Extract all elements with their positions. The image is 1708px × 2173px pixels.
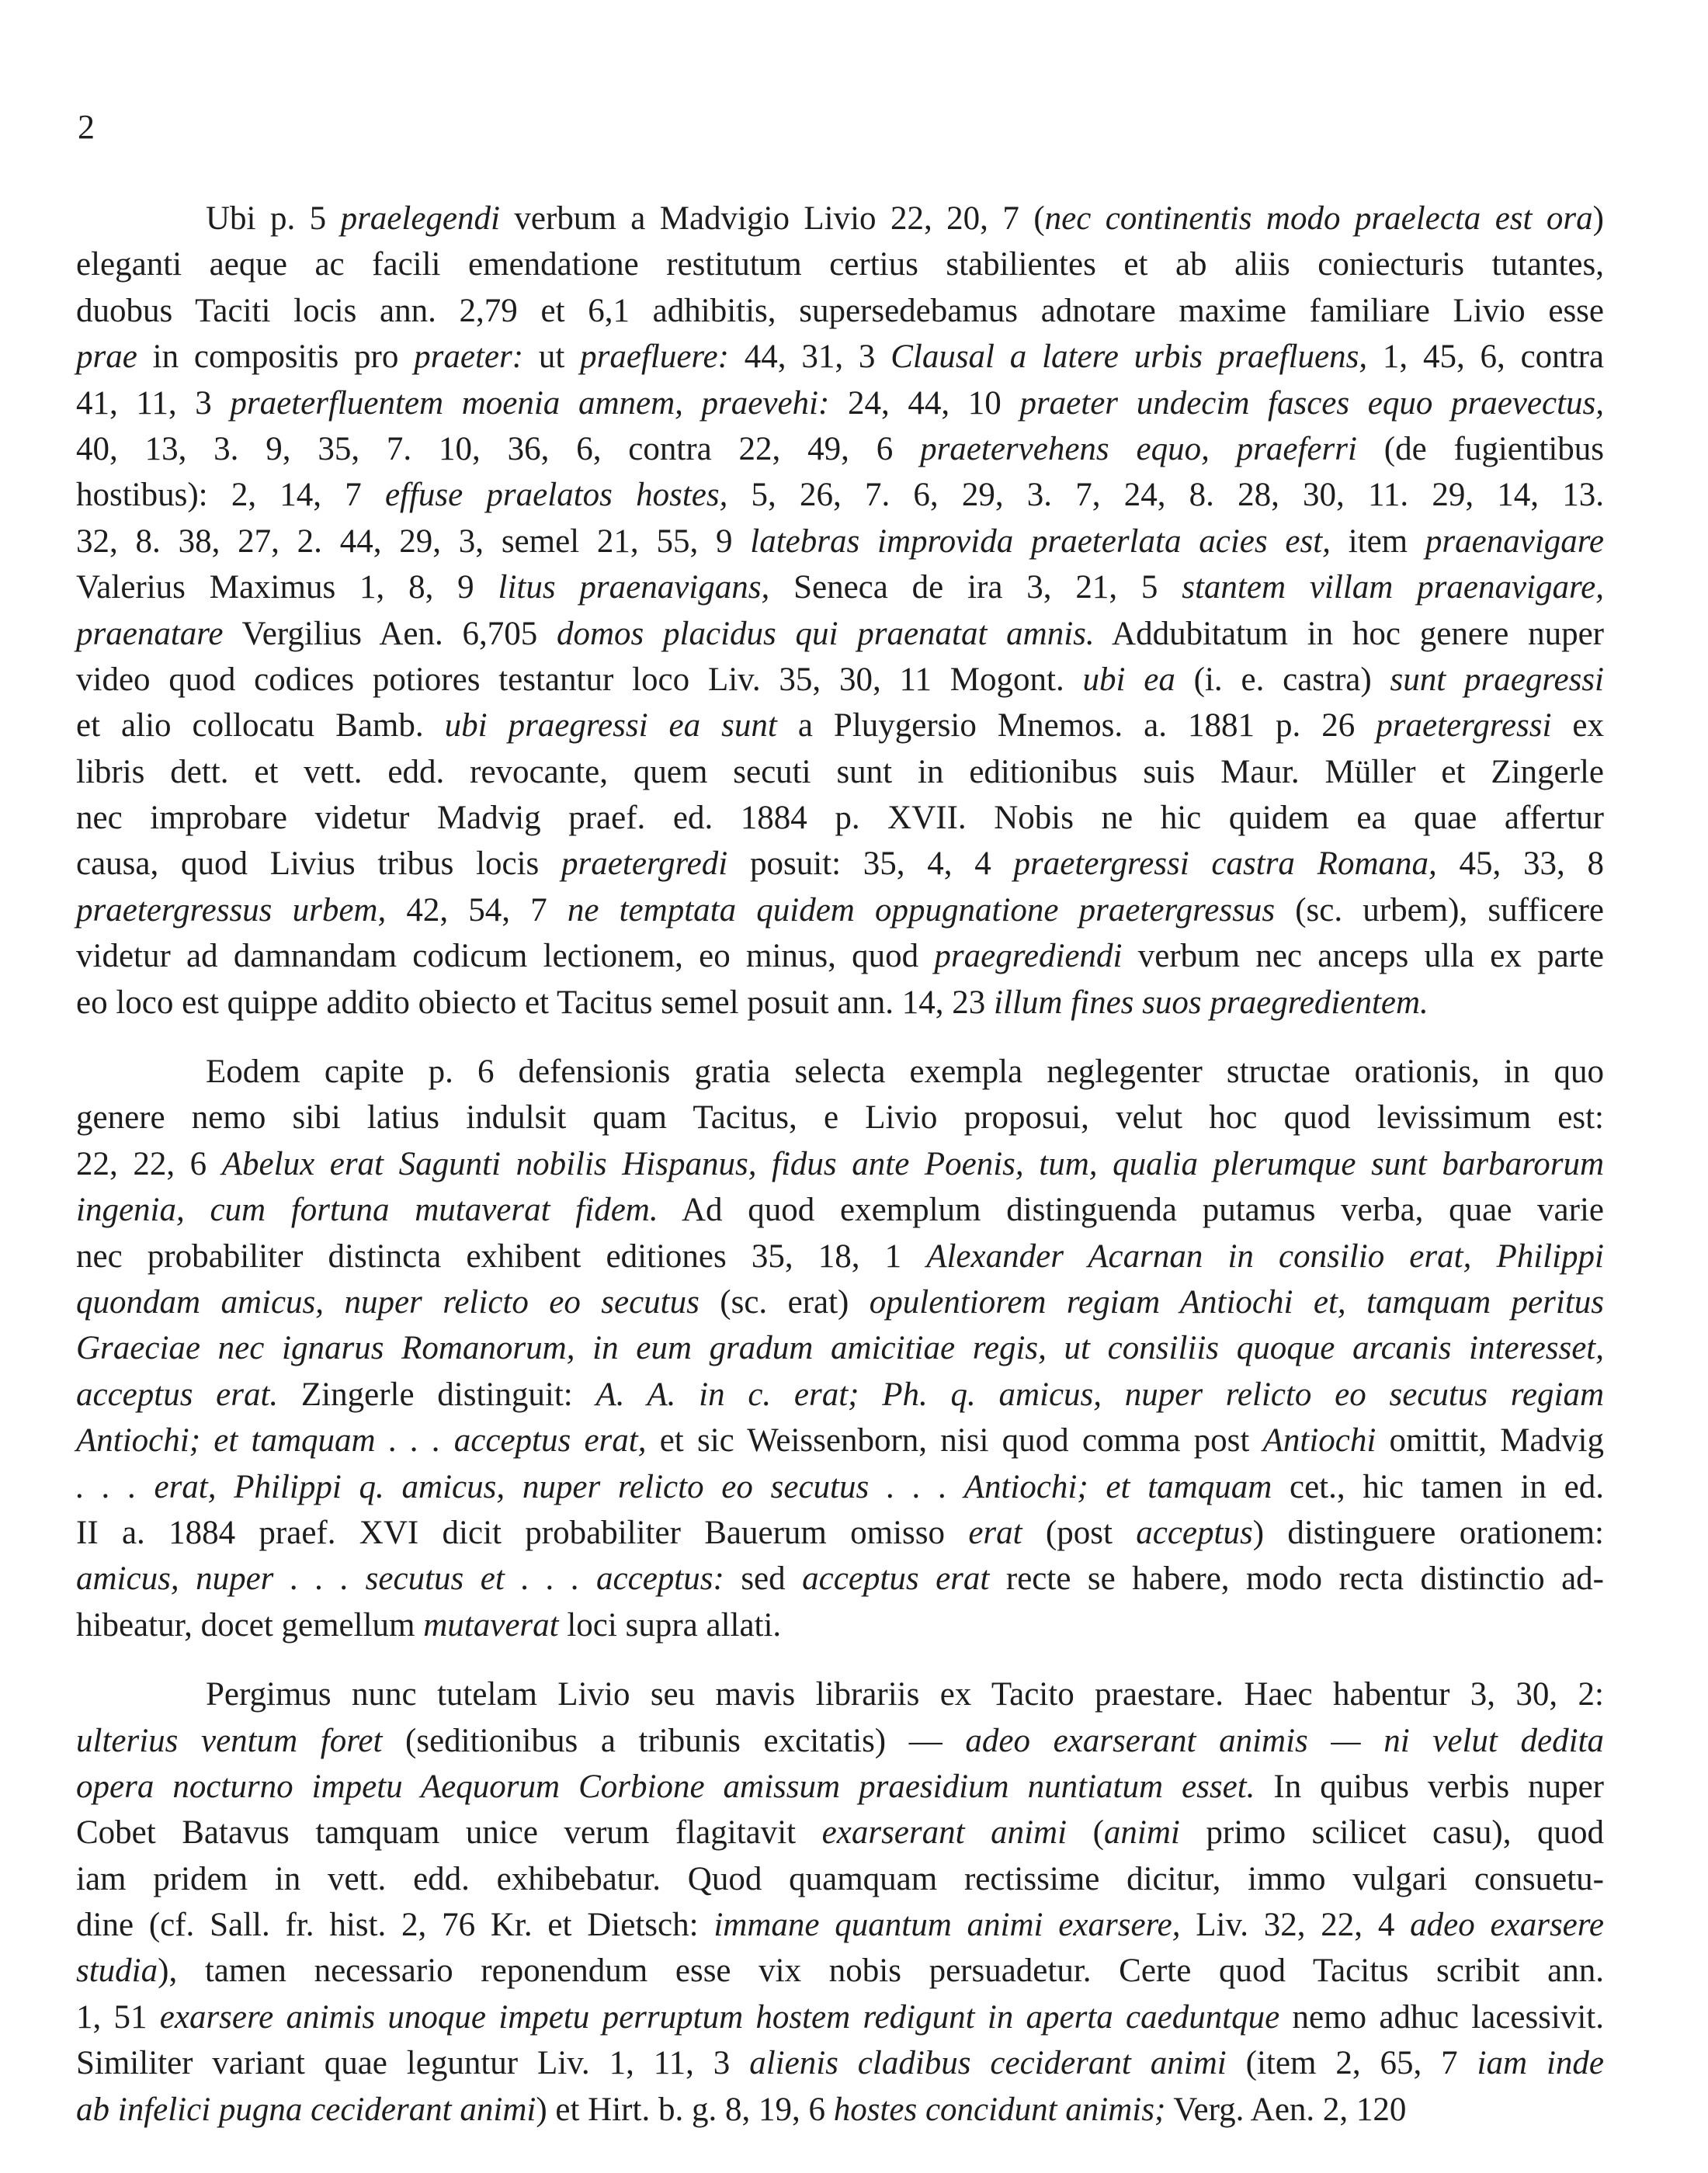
italic-text: animi: [1103, 1814, 1180, 1852]
text-span: 22, 22, 6: [76, 1145, 222, 1182]
italic-text: hostes concidunt animis;: [833, 2091, 1166, 2128]
text-span: nec probabiliter distincta exhibent editiones 35, 18, 1: [76, 1237, 927, 1275]
italic-text: praetergredi: [561, 845, 728, 883]
text-span: eo loco est quippe addito obiecto et Tacitus semel posuit ann. 14, 23: [76, 984, 995, 1021]
text-span: eleganti aeque ac facili emendatione restitutum certius stabilientes et ab aliis coniecturis tutantes,: [76, 246, 1604, 283]
italic-text: alienis cladibus ceciderant animi: [749, 2045, 1227, 2082]
italic-text: erat: [968, 1514, 1022, 1551]
text-span: 1, 51: [76, 1998, 160, 2036]
text-line: [76, 795, 1604, 841]
italic-text: litus praenavigans,: [498, 569, 770, 606]
italic-text: domos placidus qui praenatat amnis.: [557, 615, 1095, 652]
italic-text: Alexander Acarnan in consilio erat, Philippi: [926, 1237, 1604, 1275]
italic-text: praelegendi: [340, 200, 500, 237]
text-line: [76, 980, 1604, 1026]
italic-text: Ph. q. amicus, nuper relicto eo secutus regiam: [882, 1376, 1605, 1413]
text-span: 24, 44, 10: [829, 384, 1020, 422]
text-span: 44, 31, 3: [728, 338, 891, 376]
text-line: [76, 472, 1604, 518]
text-line: [76, 241, 1604, 287]
italic-text: praeter undecim fasces equo praevectus,: [1019, 384, 1605, 422]
text-span: loci supra allati.: [558, 1606, 782, 1644]
italic-text: praenavigare: [1425, 522, 1604, 560]
text-span: Verg. Aen. 2, 120: [1165, 2091, 1407, 2128]
italic-text: acceptus erat: [802, 1560, 990, 1598]
italic-text: praetergressus urbem,: [76, 891, 387, 929]
text-span: [859, 1376, 882, 1413]
italic-text: praefluere:: [580, 338, 729, 376]
text-span: causa, quod Livius tribus locis: [76, 845, 562, 883]
italic-text: adeo exarserant animis — ni velut dedita: [965, 1722, 1604, 1759]
italic-text: opulentiorem regiam Antiochi et, tamquam peritus: [869, 1283, 1605, 1321]
italic-text: A. A. in c. erat;: [595, 1376, 859, 1413]
text-span: (sc. erat): [699, 1283, 870, 1321]
text-span: ut: [523, 338, 581, 376]
italic-text: latebras improvida praeterlata acies est,: [750, 522, 1331, 560]
text-line: [76, 1187, 1604, 1233]
italic-text: . . . erat, Philippi q. amicus, nuper relicto eo secutus . . . Antiochi; et tamquam: [76, 1468, 1272, 1505]
text-span: verbum nec anceps ulla ex parte: [1122, 938, 1605, 975]
italic-text: sunt praegressi: [1390, 661, 1604, 698]
text-line: [76, 1556, 1604, 1602]
italic-text: acceptus erat.: [76, 1376, 279, 1413]
text-line: [76, 1234, 1604, 1279]
italic-text: ubi ea: [1082, 661, 1175, 698]
text-line: [76, 1994, 1604, 2040]
text-line: [76, 1764, 1604, 1810]
text-span: video quod codices potiores testantur loco Liv. 35, 30, 11 Mogont.: [76, 661, 1083, 698]
text-line: [76, 611, 1604, 657]
italic-text: praetergressi castra Romana,: [1013, 845, 1437, 883]
text-span: duobus Taciti locis ann. 2,79 et 6,1 adhibitis, supersedebamus adnotare maxime familiare Livio esse: [76, 292, 1604, 329]
text-line: [76, 749, 1604, 795]
text-span: Liv. 32, 22, 4: [1180, 1907, 1411, 1944]
text-span: Similiter variant quae leguntur Liv. 1, 11, 3: [76, 2045, 750, 2082]
text-line: [76, 1948, 1604, 1994]
text-line: [76, 564, 1604, 610]
text-span: primo scilicet casu), quod: [1179, 1814, 1604, 1852]
text-span: Pergimus nunc tutelam Livio seu mavis librariis ex Tacito praestare. Haec habentur 3, 30, 2:: [206, 1676, 1604, 1713]
italic-text: ne temptata quidem oppugnatione praetergressus: [567, 891, 1276, 929]
paragraph: [76, 196, 1604, 1026]
text-line: [76, 2040, 1604, 2086]
text-span: ), tamen necessario reponendum esse vix nobis persuadetur. Certe quod Tacitus scribit ann.: [158, 1953, 1604, 1990]
italic-text: prae: [76, 338, 137, 376]
italic-text: exarserant animi: [821, 1814, 1068, 1852]
paragraph: [76, 1049, 1604, 1648]
text-span: 42, 54, 7: [386, 891, 568, 929]
text-span: II a. 1884 praef. XVI dicit probabiliter Bauerum omisso: [76, 1514, 969, 1551]
italic-text: nec continentis modo praelecta est ora: [1044, 200, 1593, 237]
text-span: hibeatur, docet gemellum: [76, 1606, 424, 1644]
italic-text: Clausal a latere urbis praefluens,: [890, 338, 1368, 376]
italic-text: adeo exarsere: [1410, 1907, 1604, 1944]
text-span: sed: [724, 1560, 803, 1598]
italic-text: Abelux erat Sagunti nobilis Hispanus, fidus ante Poenis, tum, qualia plerumque sunt barbarorum: [221, 1145, 1604, 1182]
italic-text: praenatare: [76, 615, 224, 652]
paragraph-gap: [76, 1648, 1604, 1671]
text-line: [76, 1325, 1604, 1371]
text-line: [76, 1464, 1604, 1510]
text-span: Cobet Batavus tamquam unice verum flagitavit: [76, 1814, 822, 1852]
text-span: omittit, Madvig: [1376, 1422, 1604, 1460]
text-span: Valerius Maximus 1, 8, 9: [76, 569, 498, 606]
text-span: dine (cf. Sall. fr. hist. 2, 76 Kr. et Dietsch:: [76, 1907, 714, 1944]
text-line: [76, 887, 1604, 933]
text-span: cet., hic tamen in ed.: [1272, 1468, 1604, 1505]
text-span: (seditionibus a tribunis excitatis) —: [382, 1722, 966, 1759]
italic-text: praeter:: [414, 338, 524, 376]
text-span: recte se habere, modo recta distinctio ad-: [989, 1560, 1605, 1598]
text-span: verbum a Madvigio Livio 22, 20, 7 (: [499, 200, 1045, 237]
text-line: [76, 841, 1604, 887]
text-line: [76, 1902, 1604, 1948]
text-span: Eodem capite p. 6 defensionis gratia selecta exempla neglegenter structae orationis, in quo: [206, 1054, 1604, 1091]
text-span: In quibus verbis nuper: [1255, 1768, 1604, 1805]
text-span: Ad quod exemplum distinguenda putamus verba, quae varie: [658, 1192, 1604, 1229]
text-span: item: [1330, 522, 1425, 560]
text-span: (: [1067, 1814, 1104, 1852]
italic-text: praeterfluentem moenia amnem, praevehi:: [230, 384, 830, 422]
italic-text: ab infelici pugna ceciderant animi: [76, 2091, 536, 2128]
text-line: [76, 1671, 1604, 1717]
text-line: [76, 1856, 1604, 1902]
text-span: (item 2, 65, 7: [1226, 2045, 1477, 2082]
text-line: [76, 519, 1604, 564]
text-line: [76, 1810, 1604, 1855]
italic-text: praetergressi: [1376, 707, 1552, 745]
text-span: 32, 8. 38, 27, 2. 44, 29, 3, semel 21, 55, 9: [76, 522, 751, 560]
italic-text: ingenia, cum fortuna mutaverat fidem.: [76, 1192, 658, 1229]
text-line: [76, 1279, 1604, 1325]
text-span: Ubi p. 5: [206, 200, 341, 237]
text-line: [76, 1602, 1604, 1648]
text-line: [76, 1049, 1604, 1095]
text-line: [76, 1372, 1604, 1418]
text-line: [76, 1141, 1604, 1187]
text-line: [76, 1510, 1604, 1556]
text-span: iam pridem in vett. edd. exhibebatur. Quod quamquam rectissime dicitur, immo vulgari consuetu-: [76, 1860, 1604, 1897]
italic-text: exarsere animis unoque impetu perruptum hostem redigunt in aperta caeduntque: [159, 1998, 1280, 2036]
italic-text: amicus, nuper . . . secutus et . . . acceptus:: [76, 1560, 724, 1598]
text-line: [76, 703, 1604, 748]
italic-text: Antiochi; et tamquam . . . acceptus erat,: [76, 1422, 647, 1460]
text-span: Vergilius Aen. 6,705: [223, 615, 557, 652]
text-span: a Pluygersio Mnemos. a. 1881 p. 26: [776, 707, 1376, 745]
text-body: [76, 196, 1604, 2133]
text-span: 41, 11, 3: [76, 384, 231, 422]
text-span: 40, 13, 3. 9, 35, 7. 10, 36, 6, contra 22, 49, 6: [76, 430, 921, 467]
text-span: genere nemo sibi latius indulsit quam Tacitus, e Livio proposui, velut hoc quod levissimum est:: [76, 1099, 1604, 1137]
italic-text: Graeciae nec ignarus Romanorum, in eum gradum amicitiae regis, ut consiliis quoque arcanis interesset,: [76, 1330, 1604, 1367]
italic-text: immane quantum animi exarsere,: [713, 1907, 1181, 1944]
page-number: 2: [78, 108, 95, 146]
text-span: ) distinguere orationem:: [1252, 1514, 1604, 1551]
text-span: Addubitatum in hoc genere nuper: [1094, 615, 1604, 652]
text-span: Zingerle distinguit:: [278, 1376, 596, 1413]
text-span: nec improbare videtur Madvig praef. ed. 1884 p. XVII. Nobis ne hic quidem ea quae affertur: [76, 800, 1604, 837]
text-span: 1, 45, 6, contra: [1367, 338, 1605, 376]
paragraph: [76, 1671, 1604, 2133]
italic-text: acceptus: [1136, 1514, 1253, 1551]
text-span: nemo adhuc lacessivit.: [1279, 1998, 1605, 2036]
text-span: (sc. urbem), sufficere: [1275, 891, 1604, 929]
text-line: [76, 380, 1604, 426]
text-span: (i. e. castra): [1175, 661, 1390, 698]
text-span: ): [1592, 200, 1604, 237]
text-line: [76, 196, 1604, 241]
italic-text: stantem villam praenavigare,: [1182, 569, 1604, 606]
italic-text: ubi praegressi ea sunt: [444, 707, 777, 745]
text-span: ex: [1551, 707, 1605, 745]
text-line: [76, 426, 1604, 472]
text-line: [76, 933, 1604, 979]
text-line: [76, 2087, 1604, 2133]
text-line: [76, 1418, 1604, 1463]
italic-text: iam inde: [1477, 2045, 1604, 2082]
text-span: hostibus): 2, 14, 7: [76, 477, 385, 514]
italic-text: praegrediendi: [934, 938, 1123, 975]
italic-text: mutaverat: [423, 1606, 559, 1644]
italic-text: studia: [76, 1953, 158, 1990]
italic-text: ulterius ventum foret: [76, 1722, 383, 1759]
italic-text: praetervehens equo, praeferri: [920, 430, 1357, 467]
text-span: (de fugientibus: [1356, 430, 1604, 467]
text-line: [76, 1095, 1604, 1140]
italic-text: effuse praelatos hostes,: [384, 477, 728, 514]
text-line: [76, 657, 1604, 703]
text-span: Seneca de ira 3, 21, 5: [769, 569, 1182, 606]
paragraph-gap: [76, 1026, 1604, 1049]
text-span: (post: [1022, 1514, 1137, 1551]
italic-text: quondam amicus, nuper relicto eo secutus: [76, 1283, 700, 1321]
text-span: 5, 26, 7. 6, 29, 3. 7, 24, 8. 28, 30, 11. 29, 14, 13.: [727, 477, 1605, 514]
text-span: posuit: 35, 4, 4: [727, 845, 1014, 883]
text-span: ) et Hirt. b. g. 8, 19, 6: [536, 2091, 834, 2128]
text-span: 45, 33, 8: [1436, 845, 1604, 883]
text-line: [76, 334, 1604, 380]
text-span: in compositis pro: [137, 338, 415, 376]
text-span: et sic Weissenborn, nisi quod comma post: [646, 1422, 1263, 1460]
text-line: [76, 1718, 1604, 1764]
text-span: videtur ad damnandam codicum lectionem, eo minus, quod: [76, 938, 935, 975]
text-line: [76, 288, 1604, 334]
text-span: et alio collocatu Bamb.: [76, 707, 445, 745]
italic-text: Antiochi: [1262, 1422, 1376, 1460]
italic-text: illum fines suos praegredientem.: [994, 984, 1429, 1021]
italic-text: opera nocturno impetu Aequorum Corbione amissum praesidium nuntiatum esset.: [76, 1768, 1255, 1805]
text-span: libris dett. et vett. edd. revocante, quem secuti sunt in editionibus suis Maur. Müller et Zingerle: [76, 753, 1604, 790]
